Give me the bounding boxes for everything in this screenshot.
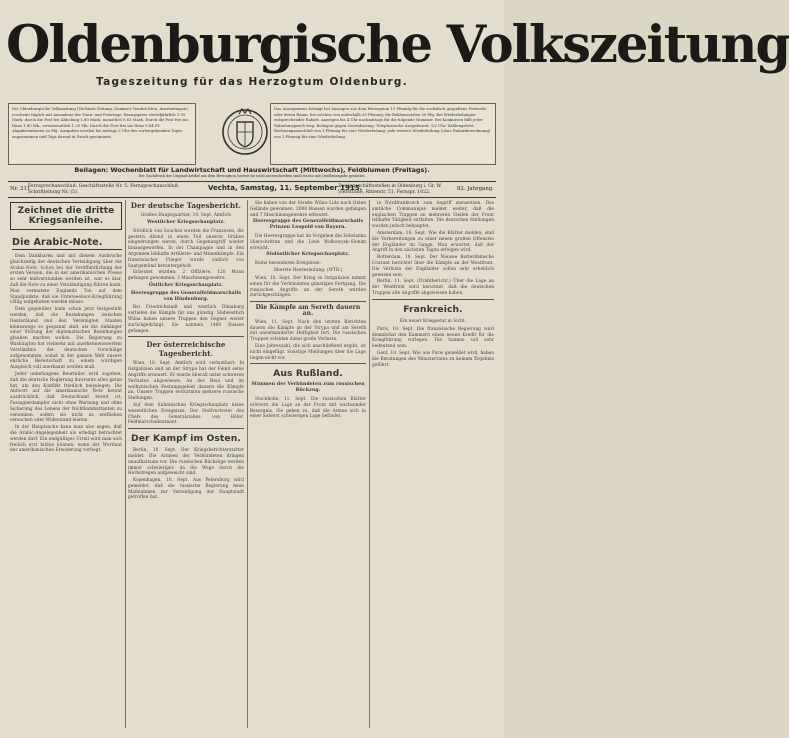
phone-numbers: Fernsprechanschluß: Geschäftsstelle Nr. 5. Fernsprechanschluß: Schriftleitung Nr. (5). xyxy=(28,184,180,195)
article-paragraph: Erbeutet wurden: 2 Offiziere, 120 Mann gefangen genommen, 3 Maschinengewehre. xyxy=(128,269,244,281)
article-paragraph: Jeder unbefangene Beurteiler wird zugeben, daß die deutsche Regierung ihrerseits alles getan hat, um den Konflikt friedlich beizulegen. Die Antwort auf die amerikanische Note betont ausdrücklich, daß Deutschland bereit ist, Passagierdampfer nicht ohne Warnung und ohne Sicherung des Lebens der Nichtkombattanten zu versenken, sofern sie nicht zu entfliehen versuchen oder Widerstand leisten. xyxy=(10,370,122,423)
issue-date: Vechta, Samstag, 11. September 1915. xyxy=(208,184,363,192)
article-heading: Die Kämpfe am Sereth dauern an. xyxy=(255,304,361,317)
article-heading: Frankreich. xyxy=(403,303,463,315)
section-heading: Südöstlicher Kriegsschauplatz. xyxy=(266,252,350,258)
divider xyxy=(250,363,366,364)
article-paragraph: Wien, 10. Sept. Der Krieg in Ostgalizien nimmt einen für die Verbündeten günstigen Fortgang. Die russischen Angriffe an der Sereth wurden zurückgeschlagen. xyxy=(250,274,366,298)
divider xyxy=(372,299,494,300)
article-paragraph: Keine besonderen Ereignisse. xyxy=(255,260,322,266)
article-paragraph: In der Hauptsache kann man also sagen, daß die Arabic-Angelegenheit als erledigt betrachtet werden darf. Ein endgültiges Urteil wird man sich freilich erst bilden können, wenn der Wortlaut der amerikanischen Erwiderung vorliegt. xyxy=(10,424,122,453)
advertising-info-box: Das Anzeigenreis beträgt bei Anzeigen aus dem Herzogtum 15 Pfennig für die sechsfach gespaltene Petitzeile oder deren Raum, bei solchen von außerhalb 20 Pfennig; für Reklamezeilen 50 Pfg. Bei Wiederholungen entsprechender Rabatt. Anzeigen bis 4 Uhr nachmittags für die folgende Nummer. Bei Konkursen fällt jeder Rabattanspruch weg. Beilagen gegen Vereinbarung. Telephonische Ausgabezeit: 1/2 Uhr. Zahlungsfrist: Rechnungsanschluß von 3 Pfennig für eine Wiederholung: jede weitere Wiederholung (ohne Rabattberechnung) von 2 Pfennig für eine Wiederholung. xyxy=(270,103,496,165)
branch-offices: Zweiggeschäftsstellen in Oldenburg i. Gr. W. Vierstraße, Ritterstr. 51, Fernspr. 1022. xyxy=(338,184,442,195)
divider xyxy=(128,336,244,337)
article-paragraph: Genf, 10. Sept. Wie aus Paris gemeldet wird, haben die Beratungen des Ministerrates zu keinem Ergebnis geführt. xyxy=(372,349,494,367)
war-bond-notice: Zeichnet die dritte Kriegsanleihe. xyxy=(10,202,122,230)
column-1 xyxy=(10,200,122,730)
masthead-title: Oldenburgische Volkszeitung xyxy=(6,15,789,75)
article-heading: Der deutsche Tagesbericht. xyxy=(130,201,242,210)
article-paragraph: Berlin, 11. Sept. (Drahtbericht.) Über die Lage an der Westfront wird berichtet, daß die deutschen Truppen alle Angriffe abgewiesen haben. xyxy=(372,278,494,295)
article-subheading: Stimmen der Verbündeten zum russischen Rückzug. xyxy=(251,382,365,394)
article-paragraph: Dem gegenüber kann schon jetzt festgestellt werden, daß die Beziehungen zwischen Deutschland und den Vereinigten Staaten keineswegs so gespannt sind, als die Anhänger einer Störung der diplomatischen Beziehungen glauben machen wollen. Die Regierung zu Washington hat vielmehr mit anerkennenswertem Verständnis die deutschen Vorschläge aufgenommen, sodaß in der ganzen Welt unsere ehrliche Bereitschaft zu einem würdigen Ausgleich voll anerkannt werden muß. xyxy=(10,306,122,370)
article-heading: Der Kampf im Osten. xyxy=(130,433,241,445)
article-heading: Der österreichische Tagesbericht. xyxy=(146,340,226,359)
article-paragraph: Auf dem italienischen Kriegsschauplatz keine wesentlichen Ereignisse. Der Stellvertreter des Chefs des Generalstabes: von Höfer, Feldmarschalleutnant. xyxy=(128,401,244,425)
article-paragraph: Sie haben von der Straße Wilna–Lida nach Osten Gelände gewonnen. 2000 Russen wurden gefangen und 7 Maschinengewehre erbeutet. xyxy=(250,200,366,217)
dateline: Großes Hauptquartier, 10. Sept. Amtlich xyxy=(140,212,232,217)
section-heading: Östlicher Kriegsschauplatz. xyxy=(148,282,224,288)
section-heading: Heeresgruppe des Generalfeldmarschalls von Hindenburg. xyxy=(130,290,242,302)
article-paragraph: Eine Jahreszahl, die sich anschließend ergibt, ist nicht eingefügt. Sonstige Meldungen über die Lage liegen nicht vor. xyxy=(250,342,366,360)
masthead xyxy=(6,15,789,98)
volume-year: 82. Jahrgang. xyxy=(456,186,494,192)
article-paragraph: Stockholm, 11. Sept. Die russischen Blätter erörtern die Lage an der Front mit wachsender Besorgnis. Sie geben zu, daß die Armee sich in einer äußerst schwierigen Lage befindet. xyxy=(250,395,366,419)
article-heading: Die Arabic-Note. xyxy=(12,236,122,250)
article-paragraph: Bei Friedrichstadt und westlich Dünaburg verliefen die Kämpfe für uns günstig. Südwestlich Wilna haben unsere Truppen den Gegner weiter zurückgedrängt. Sie nahmen 1400 Russen gefangen. xyxy=(128,304,244,333)
article-paragraph: in Nordfrankreich zum Angriff anzusetzen. Das amtliche Communiqué meldet weiter, daß die englischen Truppen an mehreren Stellen der Front lebhafte Tätigkeit entfalten. Die deutschen Stellungen wurden jedoch behauptet. xyxy=(372,200,494,229)
divider xyxy=(250,301,366,302)
column-3 xyxy=(250,200,366,730)
signature: Oberste Heeresleitung. (WTB.) xyxy=(273,266,343,272)
article-paragraph: Nördlich von Souchez wurden die Franzosen, die gestern Abend in einen Teil unserer Gräben eingedrungen waren, durch Gegenangriff wieder hinausgeworfen. In der Champagne und in den Argonnen lebhafte Artillerie- und Minenkämpfe. Ein französischer Flieger wurde südlich von Saargemünd heruntergeholt. xyxy=(128,227,245,268)
column-divider xyxy=(369,200,370,728)
divider xyxy=(128,428,244,429)
masthead-subtitle: Tageszeitung für das Herzogtum Oldenburg. xyxy=(96,76,408,88)
article-paragraph: Kopenhagen, 10. Sept. Aus Petersburg wird gemeldet, daß die russische Regierung neue Maßnahmen zur Verteidigung der Hauptstadt getroffen hat. xyxy=(128,477,244,500)
article-paragraph: Paris, 10. Sept. Die französische Regierung wird demnächst den Kammern einen neuen Kredit für die Kriegführung vorlegen. Die Summe soll sehr bedeutend sein. xyxy=(372,325,494,349)
article-subheading: Ein neuer Kriegsetat in Sicht. xyxy=(399,317,467,323)
column-2 xyxy=(128,200,244,730)
reprint-note: Der Nachdruck der Original-Artikel aus dem Herzogtum (soweit sie nicht unterschrieben sind) ist nur mit Quellenangabe gestattet. xyxy=(138,174,366,178)
article-paragraph: Wien, 11. Sept. Nach den letzten Berichten dauern die Kämpfe an der Strypa und am Sereth mit unverminderter Heftigkeit fort. Die russischen Truppen erleiden dabei große Verluste. xyxy=(250,318,366,342)
column-divider xyxy=(247,200,248,728)
article-paragraph: Berlin, 10. Sept. Der Kriegsberichterstatter meldet: Die Armeen der Verbündeten dringen unaufhaltsam vor. Die russischen Rückzüge werden immer schwieriger, da die Wege durch die Herbstregen aufgeweicht sind. xyxy=(128,447,244,476)
coat-of-arms-icon xyxy=(220,106,270,160)
subscription-info-box: Die Oldenburgische Volkszeitung (Vechtaer Zeitung, Damme'r Nachrichten, Ausrüstungen) erscheint täglich mit Ausnahme der Sonn- und Feiertage. Bezugspreis vierteljährlich 1.95 Mark, durch die Post bei Abholung 1.80 Mark, monatlich 0.65 Mark. Durch die Post frei ins Haus 1.80 Mk., zweimonatlich 1.20 Mk. Durch die Post frei ins Haus 0.64 Pf. Abgabestationen so Pfg. Ausgaben werden bis mittags 2 Uhr des vorhergehenden Tages angenommen und Tags darauf in Druck genommen. xyxy=(8,103,196,165)
column-4 xyxy=(372,200,494,730)
article-paragraph: Die Heeresgruppe hat im Vorgehen die Zelwianka überschritten und die Linie Wolkowysk–Slonim erreicht. xyxy=(250,232,366,250)
section-heading: Westlicher Kriegsschauplatz. xyxy=(147,220,225,225)
issue-number: Nr. 211 xyxy=(10,186,31,192)
issue-info-bar xyxy=(8,181,496,198)
article-paragraph: Rotterdam, 10. Sept. Der Nieuwe Rotterdamsche Courant berichtet über die Kämpfe an der Westfront. Die Verluste der Engländer sollen sehr erheblich gewesen sein. xyxy=(372,254,494,277)
article-heading: Aus Rußland. xyxy=(273,368,343,380)
column-divider xyxy=(125,200,126,728)
article-paragraph: Wien, 10. Sept. Amtlich wird verlautbart: In Ostgalizien und an der Strypa hat der Feind seine Angriffe erneuert. Er wurde überall unter schweren Verlusten abgewiesen. An der Ikwa und im wolhynischen Festungsgebiet dauern die Kämpfe an. Unsere Truppen erstürmten mehrere russische Stellungen. xyxy=(128,360,244,401)
supplements-line: Beilagen: Wochenblatt für Landwirtschaft und Hauswirtschaft (Mittwochs), Feldblumen (Freitags). xyxy=(74,166,430,174)
section-heading: Heeresgruppe des Generalfeldmarschalls Prinzen Leopold von Bayern. xyxy=(252,219,364,231)
article-paragraph: Amsterdam, 10. Sept. Wie die Blätter melden, sind die Vorbereitungen zu einer neuen großen Offensive der Engländer im Gange. Man erwartet, daß der Angriff in den nächsten Tagen erfolgen wird. xyxy=(372,229,494,253)
article-paragraph: Dem Dankbaren und mit diesem Ausbruche gleichzeitig der deutschen Verteidigung über die Arabic-Note. Schon bei der Veröffentlichung der ersten Version, die in der amerikanischen Presse so sehr mißverstanden worden ist, war es klar, daß die Note zu einer Verständigung führen kann. Man vermutete Englands Ton auf dem Standpunkte, daß sie Unterseeboot-Kriegführung völlig aufgehoben werden müsse. xyxy=(10,253,122,305)
